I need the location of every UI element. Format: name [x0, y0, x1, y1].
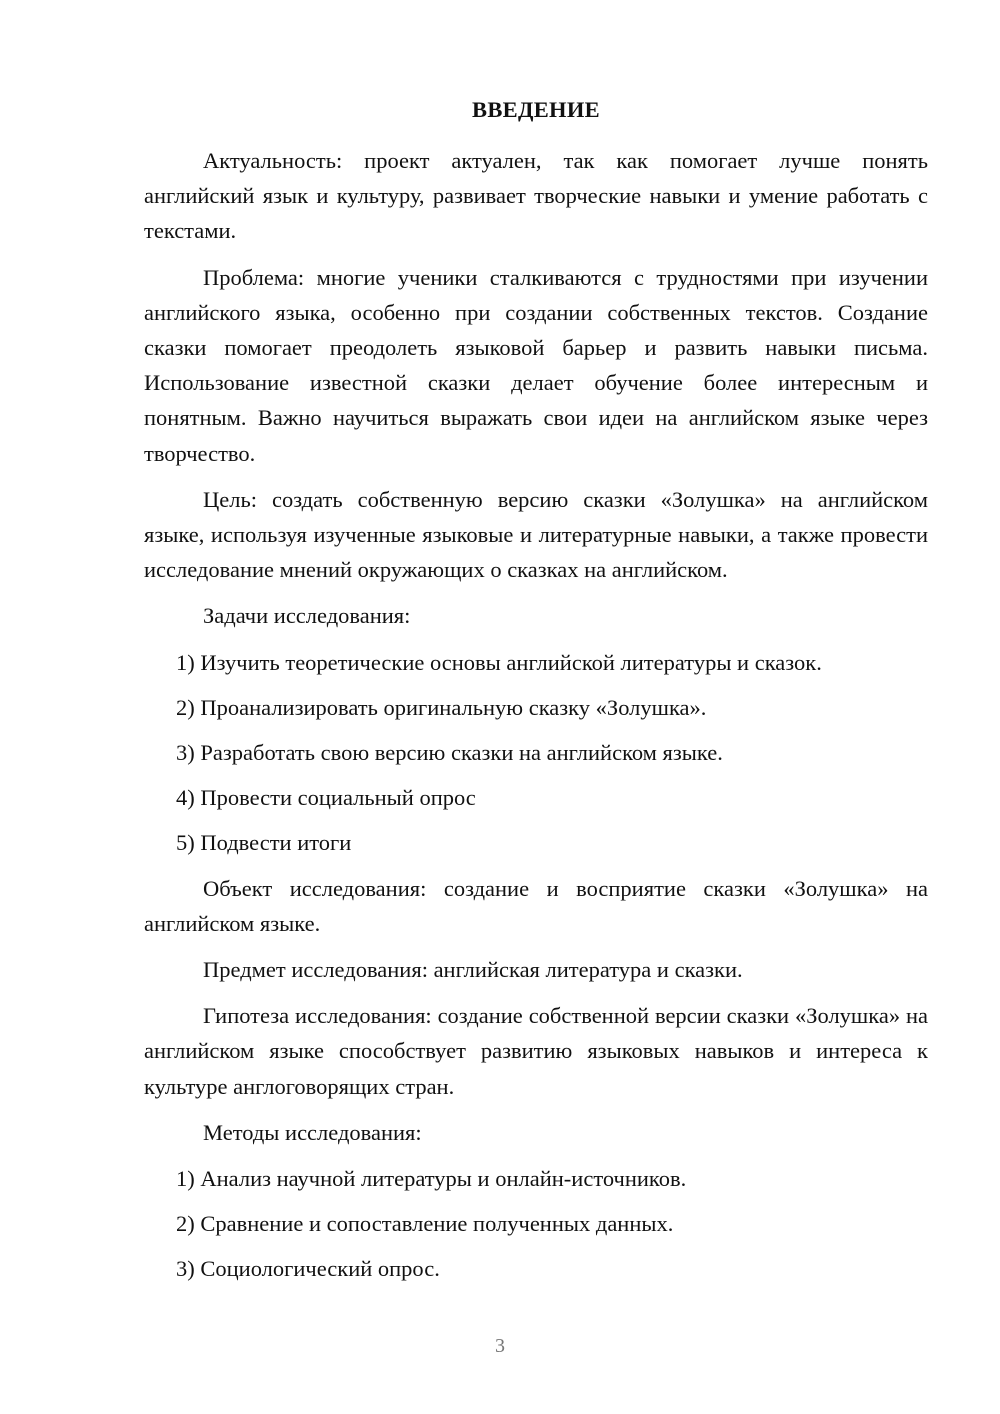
page-number: 3: [495, 1335, 505, 1357]
list-item: 5) Подвести итоги: [176, 830, 352, 856]
methods-list: [144, 1161, 928, 1287]
problem-paragraph: Проблема: многие ученики сталкиваются с трудностями при изучении английского языка, особенно при создании собственных текстов. Создание сказки помогает преодолеть языковой барьер и развить навыки письма. Использование известной сказки делает обучение более интересным и понятным. Важно научиться выражать свои идеи на английском языке через творчество.: [144, 264, 928, 466]
list-item: 2) Проанализировать оригинальную сказку «Золушка».: [176, 694, 707, 720]
page-content: [144, 94, 928, 1297]
list-item: 3) Социологический опрос.: [176, 1256, 440, 1282]
goal-paragraph: Цель: создать собственную версию сказки «Золушка» на английском языке, используя изученные языковые и литературные навыки, а также провести исследование мнений окружающих о сказках на английском.: [144, 486, 928, 583]
list-item: 2) Сравнение и сопоставление полученных данных.: [176, 1211, 674, 1237]
list-item: 4) Провести социальный опрос: [176, 785, 476, 811]
list-item: 1) Изучить теоретические основы английской литературы и сказок.: [176, 649, 822, 675]
relevance-paragraph: Актуальность: проект актуален, так как помогает лучше понять английский язык и культуру, развивает творческие навыки и умение работать с текстами.: [144, 148, 928, 244]
object-paragraph: Объект исследования: создание и восприятие сказки «Золушка» на английском языке.: [144, 875, 928, 936]
methods-heading: Методы исследования:: [203, 1119, 422, 1145]
section-title: ВВЕДЕНИЕ: [472, 97, 600, 122]
subject-paragraph: Предмет исследования: английская литература и сказки.: [203, 957, 743, 983]
hypothesis-paragraph: Гипотеза исследования: создание собственной версии сказки «Золушка» на английском языке способствует развитию языковых навыков и интереса к культуре англоговорящих стран.: [144, 1003, 928, 1099]
tasks-list: [144, 645, 928, 861]
list-item: 1) Анализ научной литературы и онлайн-источников.: [176, 1166, 687, 1192]
list-item: 3) Разработать свою версию сказки на английском языке.: [176, 740, 723, 766]
tasks-heading: Задачи исследования:: [203, 603, 411, 629]
